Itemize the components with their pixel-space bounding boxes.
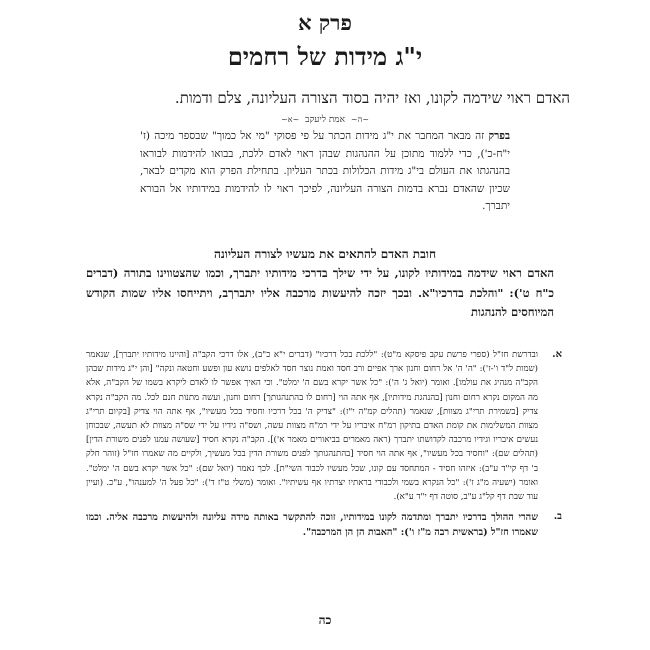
intro-paragraph	[140, 128, 510, 216]
footnote	[86, 510, 562, 540]
chapter-number: פרק א	[298, 10, 352, 35]
chapter-lead-statement: האדם ראוי שידמה לקונו, ואז יהיה בסוד הצורה העליונה, צלם ודמות.	[174, 89, 570, 107]
source-title: אמת ליעקב	[305, 115, 346, 125]
ornament-right: ~א~	[281, 115, 300, 124]
footnote-marker: א.	[552, 349, 562, 360]
footnote	[86, 348, 562, 504]
intro-text: זה מבאר המחבר את י"ג מידות הכתר על פי פסוקי "מי אל כמוך" שבספר מיכה (ז' י"ח-כ'), כדי ללמוד מתוכן על ההנהגות שבהן ראוי לאדם ללכת, בבואו להידמות לבוראו בהנהגתו את העולם בי"ג מידות הכלולות בכתר העליון. בתחילת הפרק הוא מקדים לבאר, שכיון שהאדם נברא בדמות הצורה העליונה, לפיכך ראוי לו להידמות במידותיו אל הבורא יתברך.	[140, 130, 510, 213]
footnote-marker: ב.	[553, 511, 562, 523]
ornament-left: ~ה~	[350, 115, 369, 124]
page-number: כה	[318, 613, 332, 627]
footnote-text: שהרי ההולך בדרכיו יתברך ומתדמה לקונו במידותיו, זוכה להתקשר באותה מידה עליונה ולהיעשות מרכבה אליה. וכמו שאמרו חז"ל (בראשית רבה מ"ז ו'): "האבות הן הן המרכבה".	[86, 512, 538, 539]
intro-opening-word: בפרק	[488, 130, 511, 142]
source-ornament	[0, 114, 650, 126]
footnotes	[86, 348, 562, 541]
section-heading: חובת האדם להתאים את מעשיו לצורה העליונה	[213, 247, 437, 261]
chapter-title: י"ג מידות של רחמים	[227, 42, 423, 71]
footnote-text: ובדרשת חז"ל (ספרי פרשת עקב פיסקא מ"ט): "ללכת בכל דרכיו" (דברים י"א כ"ב), אלו דרכי הקב"ה [והיינו מידותיו יתברך], שנאמר (שמות ל"ד ו'-ז'): "ה' ה' אל רחום וחנון ארך אפיים ורב חסד ואמת נוצר חסד לאלפים נושא עון ופשע וחטאה ונקה" [והן י"ג מידות שבהן הקב"ה מנהיג את עולמו]. ואומר (יואל ג' ה'): "כל אשר יקרא בשם ה' ימלט". וכי האיך אפשר לו לאדם ליקרא בשמו של הקב"ה, אלא מה המקום נקרא רחום וחנון [בהנהגת מידותיו], אף אתה הוי [רחום לו בהתנהגותך] רחום וחנון, ועשה מתנות חנם לכל. מה הקב"ה נקרא צדיק [בשמירת תרי"ג מצוות], שנאמר (תהלים קמ"ה י"ז): "צדיק ה' בכל דרכיו וחסיד בכל מעשיו", אף אתה הוי צדיק [בקיום תרי"ג מצוות המשלימות את קומת האדם בתיקון רמ"ח איבריו על ידי רמ"ח מצוות עשה, ושס"ה גידיו על ידי שס"ה מצוות לא תעשה, שבכוחן נעשים איבריו וגידיו מרכבה לקדושתו יתברך (ראה מאמרים בביאורים מאמר א')]. הקב"ה נקרא חסיד [שעושה עמנו לפנים משורת הדין] (תהלים שם): "וחסיד בכל מעשיו", אף אתה הוי חסיד [בהתנהגותך לפנים משורת הדין בכל מעשיך, ולקיים מה שאמרו חז"ל (זוהר חלק ב' דף קי"ד ע"ב): איזהו חסיד - המתחסד עם קונו, שכל מעשיו לכבוד השי"ת]. לכך נאמר (יואל שם): "כל אשר יקרא בשם ה' ימלט". ואומר (ישעיה מ"ג ז'): "כל הנקרא בשמי ולכבודי בראתיו יצרתיו אף עשיתיו". ואומר (משלי ט"ז ד'): "כל פעל ה' למענהו", ע"כ. (ועיין עוד שבת דף קל"ג ע"ב, סוטה דף י"ד ע"א).	[86, 350, 538, 503]
section-body: האדם ראוי שידמה במידותיו לקונו, על ידי שילך בדרכי מידותיו יתברך, וכמו שהצטווינו בתורה (דברים כ"ח ט'): "והלכת בדרכיו"א. ובכך יזכה להיעשות מרכבה אליו יתברךב, ויתייחסו אליו שמות הקודש המיוחסים להנהגות	[86, 266, 554, 319]
